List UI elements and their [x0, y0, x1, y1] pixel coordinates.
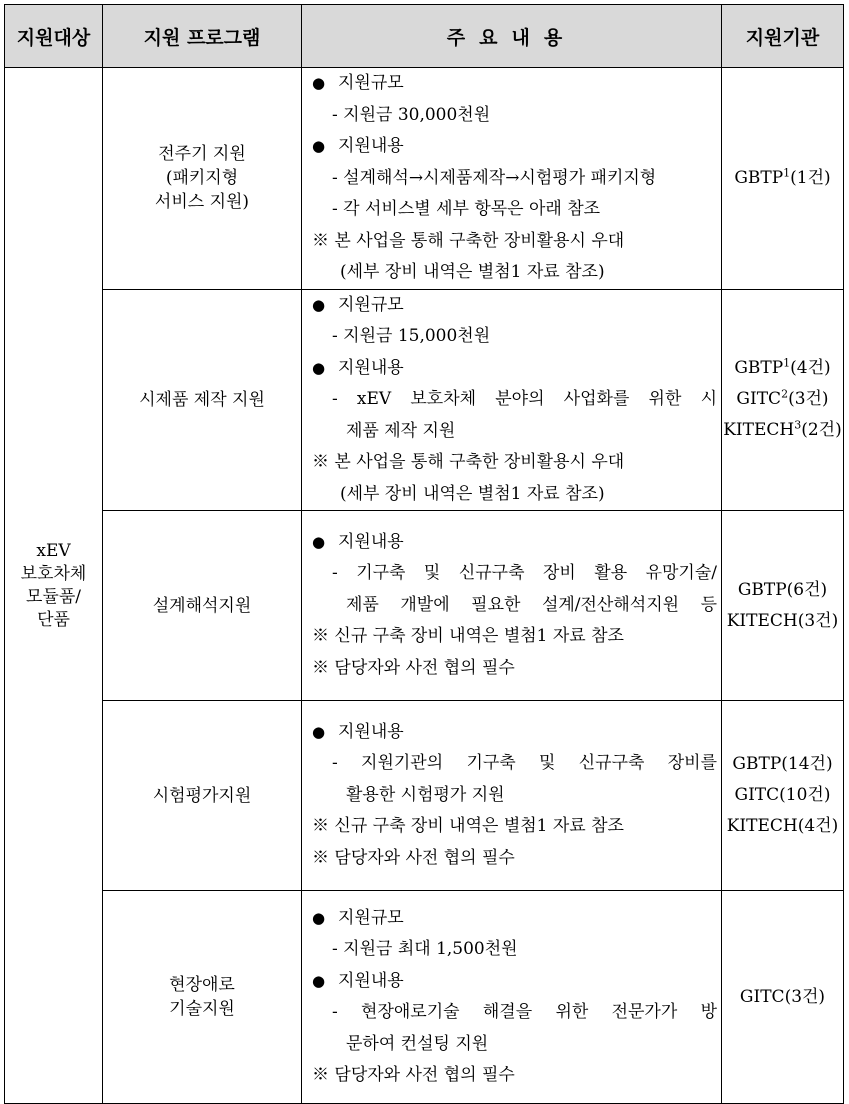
content-detail: 활용한 시험평가 지원 — [346, 784, 505, 805]
content-detail: - xEV 보호차체 분야의 사업화를 위한 시 — [332, 389, 717, 409]
content-cell — [302, 701, 722, 891]
agency-cell — [722, 701, 844, 891]
agency-footnote-mark: 3 — [794, 418, 802, 432]
content-detail: - 각 서비스별 세부 항목은 아래 참조 — [332, 199, 601, 219]
agency-count: (3건) — [797, 610, 839, 631]
agency-name: GITC — [734, 785, 780, 805]
content-detail: - 지원금 30,000천원 — [332, 104, 491, 125]
agency-name: GITC — [736, 389, 782, 410]
program-name-line: (패키지형 — [165, 168, 239, 189]
program-cell — [103, 68, 302, 290]
agency-cell — [722, 68, 844, 290]
content-heading: ● 지원내용 — [312, 353, 717, 385]
content-cell — [302, 891, 722, 1104]
content-note: ※ 본 사업을 통해 구축한 장비활용시 우대 — [312, 452, 625, 472]
target-label-line: 단품 — [37, 609, 70, 630]
agency-count: (4건) — [790, 358, 831, 379]
agency-entry — [722, 163, 843, 194]
agency-count: (3건) — [784, 986, 826, 1007]
agency-count: (14건) — [781, 754, 833, 774]
agency-footnote-mark: 1 — [783, 356, 791, 370]
content-heading: ● 지원내용 — [312, 966, 717, 998]
agency-name: KITECH — [723, 420, 795, 441]
agency-count: (10건) — [779, 785, 831, 805]
program-name-line: 시험평가지원 — [152, 785, 252, 806]
program-cell — [103, 891, 302, 1104]
agency-name: GBTP — [734, 358, 784, 379]
content-detail: - 지원금 최대 1,500천원 — [332, 939, 518, 959]
agency-entry — [722, 415, 843, 446]
header-program: 지원 프로그램 — [103, 5, 302, 68]
table-row — [5, 68, 844, 290]
agency-cell — [722, 289, 844, 511]
agency-cell — [722, 891, 844, 1104]
content-heading: ● 지원규모 — [312, 290, 717, 322]
table-row — [5, 891, 844, 1104]
agency-entry — [722, 353, 843, 384]
agency-entry — [722, 811, 843, 842]
agency-name: KITECH — [726, 816, 798, 836]
program-cell — [103, 511, 302, 701]
agency-entry — [722, 606, 843, 637]
header-target: 지원대상 — [5, 5, 103, 68]
content-note: ※ 담당자와 사전 협의 필수 — [312, 657, 515, 678]
content-heading: ● 지원규모 — [312, 903, 717, 935]
content-note: ※ 신규 구축 장비 내역은 별첨1 자료 참조 — [312, 626, 624, 647]
agency-footnote-mark: 2 — [781, 387, 789, 401]
support-program-table — [4, 4, 844, 1104]
content-detail: 문하여 컨설팅 지원 — [346, 1033, 489, 1054]
table-row — [5, 289, 844, 511]
target-label-line: 보호차체 — [20, 563, 87, 584]
content-detail: - 지원기관의 기구축 및 신규구축 장비를 — [332, 753, 717, 774]
content-detail: - 설계해석→시제품제작→시험평가 패키지형 — [332, 167, 657, 188]
header-agency: 지원기관 — [722, 5, 844, 68]
agency-entry — [722, 384, 843, 415]
target-cell — [5, 68, 103, 1104]
content-detail: 제품 제작 지원 — [346, 420, 456, 441]
header-row — [5, 5, 844, 68]
agency-count: (6건) — [786, 579, 828, 600]
table-row — [5, 701, 844, 891]
content-detail: - 현장애로기술 해결을 위한 전문가가 방 — [332, 1002, 717, 1022]
program-cell — [103, 289, 302, 511]
content-cell — [302, 511, 722, 701]
program-name-line: 기술지원 — [169, 999, 235, 1019]
agency-entry — [722, 575, 843, 606]
content-detail: - 기구축 및 신규구축 장비 활용 유망기술/ — [332, 563, 717, 584]
target-label-line: xEV — [36, 540, 71, 561]
agency-cell — [722, 511, 844, 701]
content-note: ※ 신규 구축 장비 내역은 별첨1 자료 참조 — [312, 816, 624, 837]
agency-footnote-mark: 1 — [783, 166, 791, 180]
program-name-line: 설계해석지원 — [152, 595, 252, 616]
content-note: ※ 담당자와 사전 협의 필수 — [312, 1065, 515, 1085]
program-name-line: 현장애로 — [169, 975, 235, 995]
content-note: ※ 본 사업을 통해 구축한 장비활용시 우대 — [312, 230, 625, 251]
agency-count: (2건) — [801, 420, 842, 441]
agency-name: GBTP — [734, 167, 784, 188]
content-heading: ● 지원규모 — [312, 68, 717, 100]
content-cell — [302, 289, 722, 511]
content-detail: 제품 개발에 필요한 설계/전산해석지원 등 — [346, 594, 717, 615]
agency-entry — [722, 982, 843, 1013]
content-detail: - 지원금 15,000천원 — [332, 326, 491, 346]
agency-name: GBTP — [737, 579, 787, 600]
header-content: 주요내용 — [302, 5, 722, 68]
agency-name: KITECH — [726, 610, 798, 631]
content-heading: ● 지원내용 — [312, 131, 717, 163]
program-name-line: 전주기 지원 — [158, 144, 246, 165]
agency-entry — [722, 749, 843, 780]
program-cell — [103, 701, 302, 891]
content-note: (세부 장비 내역은 별첨1 자료 참조) — [340, 483, 605, 504]
target-label-line: 모듈품/ — [26, 586, 81, 607]
table-row — [5, 511, 844, 701]
agency-name: GBTP — [732, 754, 782, 774]
content-note: ※ 담당자와 사전 협의 필수 — [312, 847, 515, 868]
program-name-line: 시제품 제작 지원 — [139, 389, 265, 410]
agency-count: (1건) — [790, 167, 831, 188]
agency-count: (3건) — [788, 389, 829, 410]
content-heading: ● 지원내용 — [312, 717, 717, 749]
agency-entry — [722, 780, 843, 811]
program-name-line: 서비스 지원) — [154, 192, 250, 213]
content-note: (세부 장비 내역은 별첨1 자료 참조) — [340, 262, 605, 282]
agency-name: GITC — [739, 986, 785, 1007]
content-cell — [302, 68, 722, 290]
content-heading: ● 지원내용 — [312, 527, 717, 559]
agency-count: (4건) — [797, 816, 839, 836]
